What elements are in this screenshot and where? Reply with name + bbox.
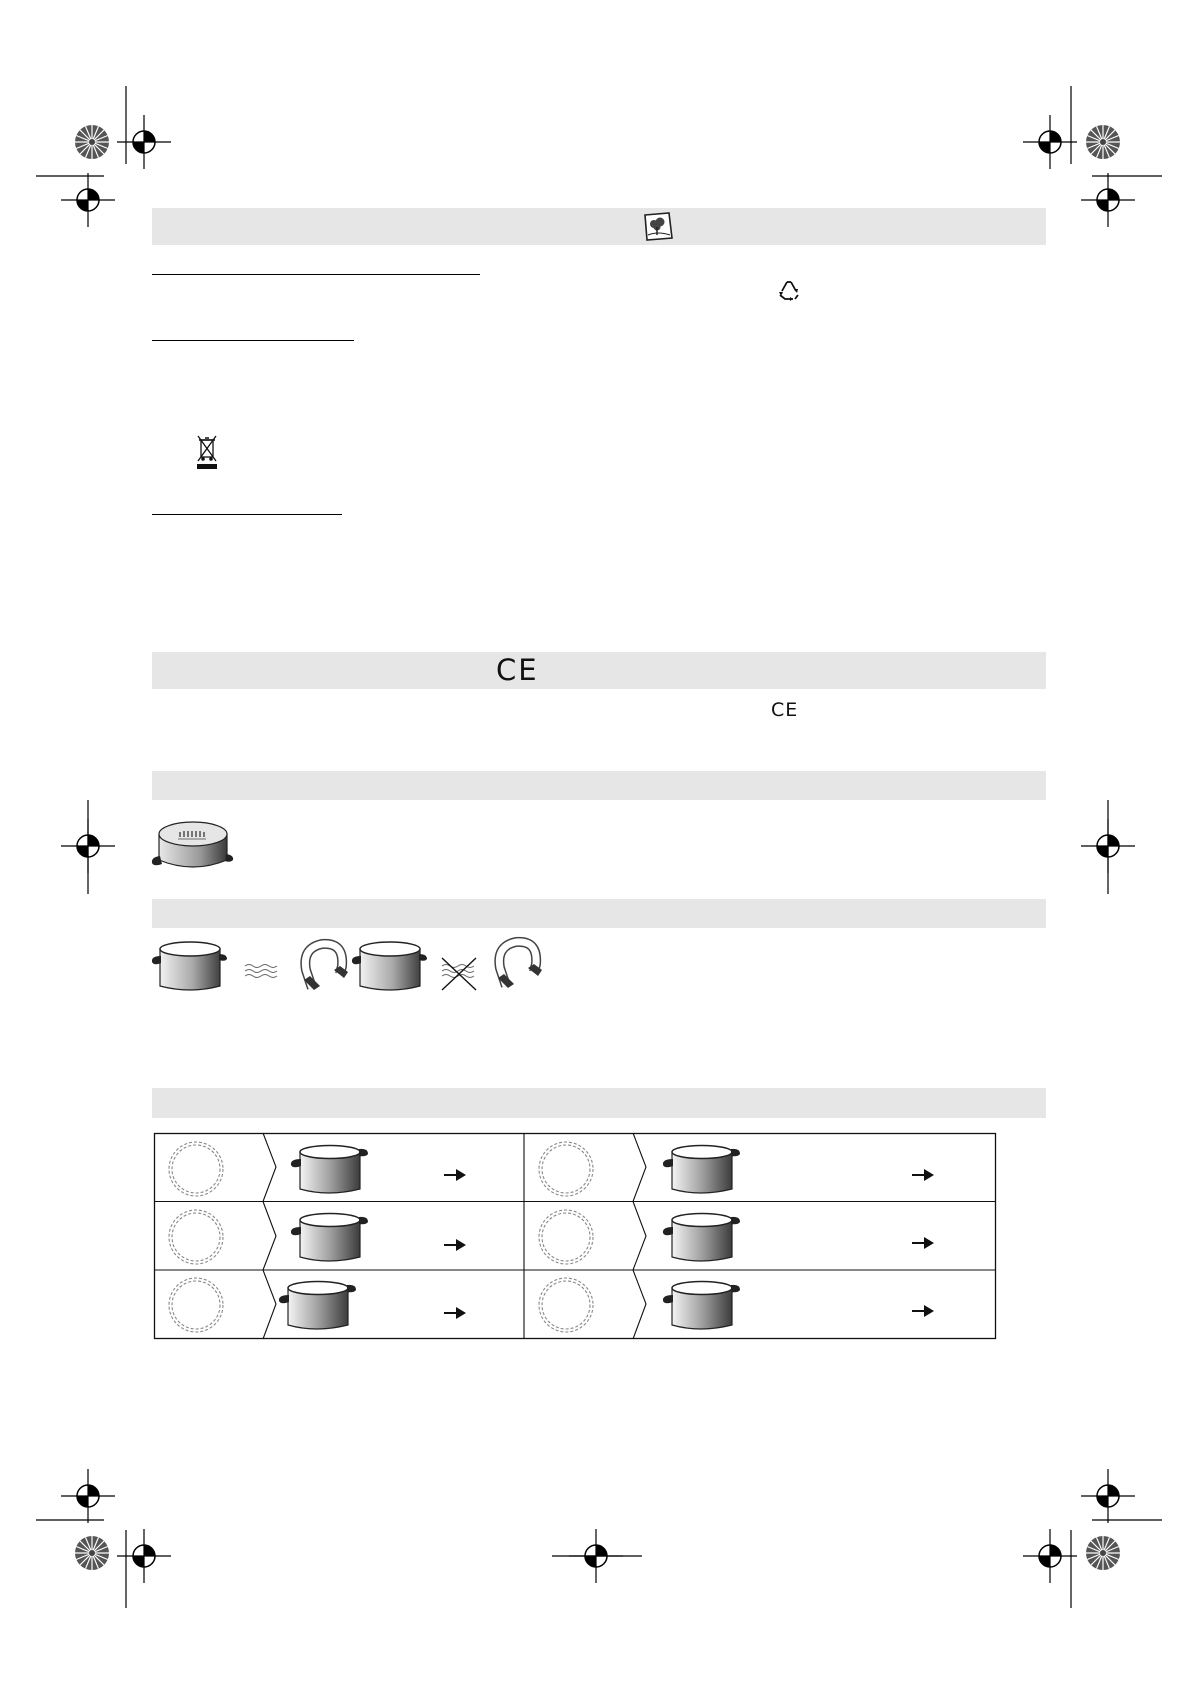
cooktop-pot-icon [150,816,236,878]
appliance-subheading-rule [152,340,354,341]
packaging-subheading-rule [152,274,480,275]
section-header-pot-sizes [152,1088,1046,1118]
section-header-ce-conformity [152,652,1046,689]
ce-mark-large: CE [496,653,539,687]
attraction-waves-icon [245,965,277,978]
magnet-attracted-icon [304,944,348,990]
recycling-symbol-icon [777,279,801,301]
crossed-out-wheelie-bin-icon [195,434,219,470]
tips-subheading-rule [152,514,342,515]
magnet-test-illustration [150,936,540,1000]
pot-size-table [154,1133,996,1339]
ce-mark-small: CE [771,699,799,721]
section-header-environment [152,208,1046,245]
section-header-cooktop [152,771,1046,800]
tree-leaflet-icon [642,211,674,241]
section-header-induction [152,899,1046,928]
magnet-not-attracted-icon [498,942,542,988]
